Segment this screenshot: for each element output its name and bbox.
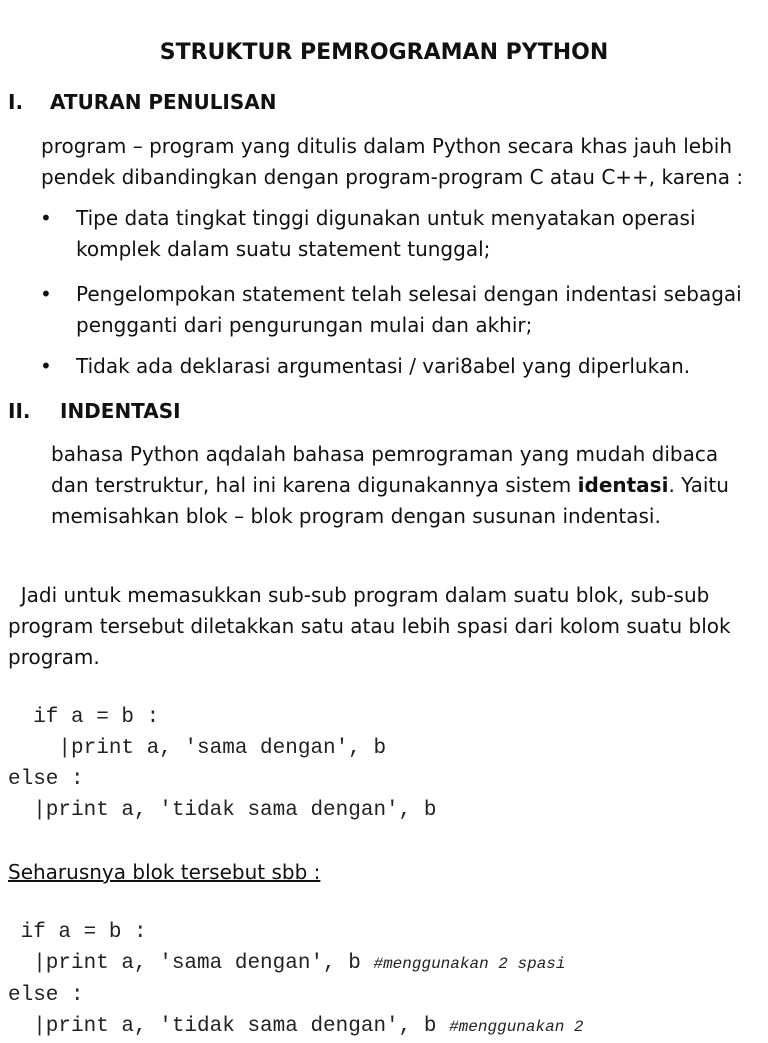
section-2-title: INDENTASI — [60, 399, 181, 423]
explanation-paragraph — [8, 580, 764, 673]
code-2-line-1: if a = b : — [8, 921, 147, 944]
section-2-number: II. — [8, 399, 31, 423]
code-2-line-4: |print a, 'tidak sama dengan', b — [8, 1015, 450, 1038]
section-1-bullet-list — [40, 203, 760, 382]
code-1-line-3: else : — [8, 768, 84, 791]
code-2-line-2: |print a, 'sama dengan', b — [8, 952, 374, 975]
section-1-title: ATURAN PENULISAN — [50, 90, 277, 114]
bullet-item — [40, 203, 760, 265]
bullet-1-line-1: Tipe data tingkat tinggi digunakan untuk menyatakan operasi — [76, 206, 696, 230]
section-2-paragraph — [51, 439, 763, 532]
section-2-paragraph-line-2-post: . Yaitu — [668, 473, 729, 497]
section-2-paragraph-line-1: bahasa Python aqdalah bahasa pemrograman yang mudah dibaca — [51, 442, 719, 466]
explanation-line-1: Jadi untuk memasukkan sub-sub program dalam suatu blok, sub-sub — [8, 583, 710, 607]
bullet-2-line-1: Pengelompokan statement telah selesai dengan indentasi sebagai — [76, 282, 742, 306]
bullet-icon: • — [40, 206, 52, 230]
section-2-heading — [8, 399, 181, 423]
code-1-line-4: |print a, 'tidak sama dengan', b — [8, 799, 437, 822]
bullet-3-line-1: Tidak ada deklarasi argumentasi / vari8abel yang diperlukan. — [76, 354, 691, 378]
correction-note: Seharusnya blok tersebut sbb : — [8, 860, 321, 884]
section-1-paragraph-line-2: pendek dibandingkan dengan program-program C atau C++, karena : — [41, 165, 744, 189]
section-1-number: I. — [8, 90, 24, 114]
bullet-item — [40, 279, 760, 341]
section-2-paragraph-line-2-pre: dan terstruktur, hal ini karena digunakannya sistem — [51, 473, 578, 497]
code-2-comment-2: #menggunakan 2 — [449, 1018, 584, 1036]
bullet-icon: • — [40, 282, 52, 306]
code-example-2 — [8, 917, 584, 1043]
code-2-comment-1: #menggunakan 2 spasi — [373, 955, 566, 973]
code-2-line-3: else : — [8, 984, 84, 1007]
section-2-paragraph-bold-term: identasi — [577, 473, 669, 497]
code-1-line-1: if a = b : — [8, 706, 160, 729]
bullet-2-line-2: pengganti dari pengurungan mulai dan akhir; — [76, 313, 533, 337]
section-1-paragraph — [41, 131, 761, 193]
section-1-heading — [8, 90, 277, 114]
code-1-line-2: |print a, 'sama dengan', b — [8, 737, 387, 760]
section-2-paragraph-line-3: memisahkan blok – blok program dengan susunan indentasi. — [51, 504, 661, 528]
code-example-1 — [8, 702, 436, 826]
bullet-item — [40, 351, 760, 382]
page-title: STRUKTUR PEMROGRAMAN PYTHON — [159, 40, 609, 65]
bullet-icon: • — [40, 354, 52, 378]
explanation-line-2: program tersebut diletakkan satu atau lebih spasi dari kolom suatu blok — [8, 614, 731, 638]
bullet-1-line-2: komplek dalam suatu statement tunggal; — [76, 237, 491, 261]
explanation-line-3: program. — [8, 645, 100, 669]
section-1-paragraph-line-1: program – program yang ditulis dalam Python secara khas jauh lebih — [41, 134, 732, 158]
